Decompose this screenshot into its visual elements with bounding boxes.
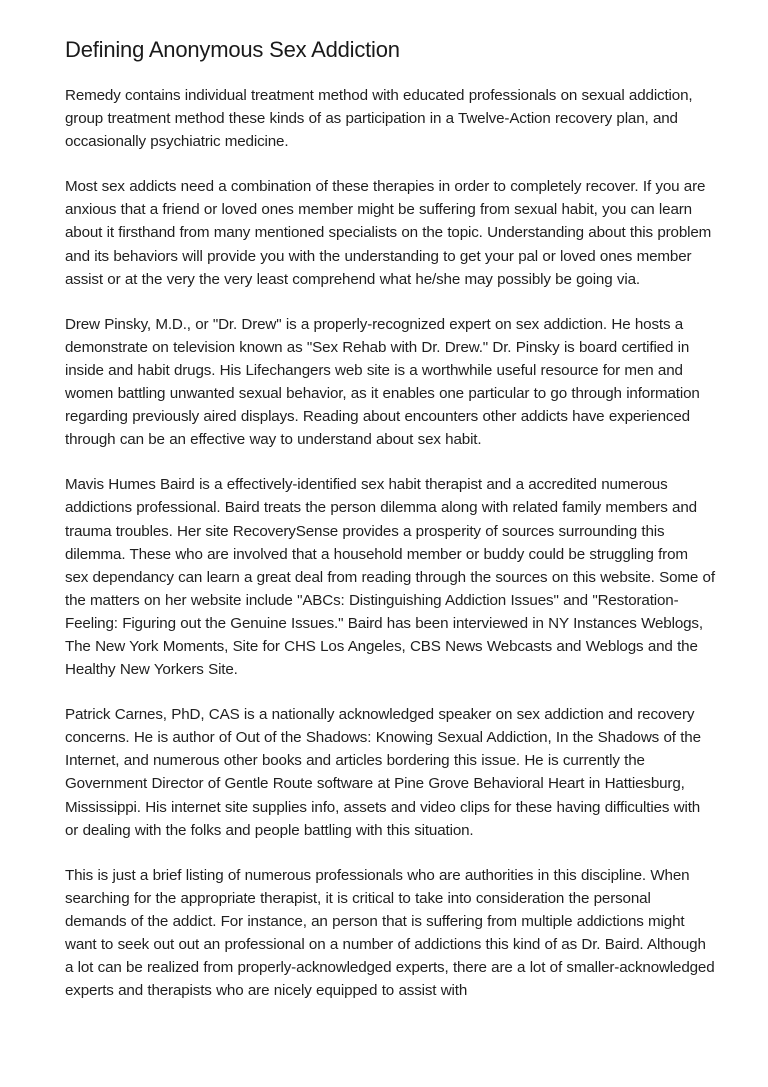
document-page (65, 36, 715, 1024)
document-title: Defining Anonymous Sex Addiction (65, 37, 400, 62)
paragraph-combination-therapies: Most sex addicts need a combination of these therapies in order to completely recover. If you are anxious that a friend or loved ones member might be suffering from sexual habit, you can learn about it firsthand from many mentioned specialists on the topic. Understanding about this problem and its behaviors will provide you with the understanding to get your pal or loved ones member assist or at the very the very least comprehend what he/she may possibly be going via. (65, 178, 712, 288)
paragraph-treatment-methods: Remedy contains individual treatment method with educated professionals on sexual addiction, group treatment method these kinds of as participation in a Twelve-Action recovery plan, and occasionally psychiatric medicine. (65, 87, 693, 151)
paragraph-mavis-humes-baird: Mavis Humes Baird is a effectively-identified sex habit therapist and a accredited numerous addictions professional. Baird treats the person dilemma along with related family members and trauma troubles. Her site RecoverySense provides a prosperity of sources surrounding this dilemma. These who are involved that a household member or buddy could be struggling from sex dependancy can learn a great deal from reading through the sources on this website. Some of the matters on her website include "ABCs: Distinguishing Addiction Issues" and "Restoration-Feeling: Figuring out the Genuine Issues." Baird has been interviewed in NY Instances Weblogs, The New York Moments, Site for CHS Los Angeles, CBS News Webcasts and Weblogs and the Healthy New Yorkers Site. (65, 476, 715, 679)
paragraph-patrick-carnes: Patrick Carnes, PhD, CAS is a nationally acknowledged speaker on sex addiction and recovery concerns. He is author of Out of the Shadows: Knowing Sexual Addiction, In the Shadows of the Internet, and numerous other books and articles bordering this issue. He is currently the Government Director of Gentle Route software at Pine Grove Behavioral Heart in Hattiesburg, Mississippi. His internet site supplies info, assets and video clips for these having difficulties with or dealing with the folks and people battling with this situation. (65, 706, 701, 839)
paragraph-professionals-listing: This is just a brief listing of numerous professionals who are authorities in this discipline. When searching for the appropriate therapist, it is critical to take into consideration the personal demands of the addict. For instance, an person that is suffering from multiple addictions might want to seek out out an professional on a number of addictions this kind of as Dr. Baird. Although a lot can be realized from properly-acknowledged experts, there are a lot of smaller-acknowledged experts and therapists who are nicely equipped to assist with (65, 866, 715, 1000)
paragraph-drew-pinsky: Drew Pinsky, M.D., or "Dr. Drew" is a properly-recognized expert on sex addiction. He hosts a demonstrate on television known as "Sex Rehab with Dr. Drew." Dr. Pinsky is board certified in inside and habit drugs. His Lifechangers web site is a worthwhile useful resource for men and women battling unwanted sexual behavior, as it enables one particular to go through information regarding previously aired displays. Reading about encounters other addicts have experienced through can be an effective way to understand about sex habit. (65, 315, 700, 449)
